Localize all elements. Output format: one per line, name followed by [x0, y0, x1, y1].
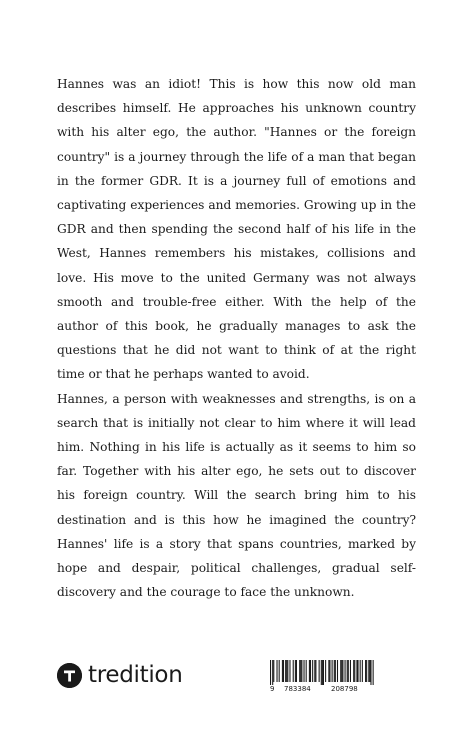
barcode-digits-left: 783384 — [284, 685, 311, 693]
blurb-paragraph-1: Hannes was an idiot! This is how this now old man describes himself. He approaches his unknown country with his alter ego, the author. "Hannes or the foreign country" is a journey through the life of a man that began in the former GDR. It is a journey full of emotions and captivating experiences and memories. Growing up in the GDR and then spending the second half of his life in the West, Hannes remembers his mistakes, collisions and love. His move to the united Germany was not always smooth and trouble-free either. With the help of the author of this book, he gradually manages to ask the questions that he did not want to think of at the right time or that he perhaps wanted to avoid. — [57, 77, 416, 382]
barcode-bar — [341, 660, 342, 682]
barcode-bar — [270, 660, 271, 685]
barcode-bar — [356, 660, 357, 682]
barcode-bar — [369, 660, 370, 682]
barcode-bar — [373, 660, 374, 685]
barcode-bar — [329, 660, 330, 682]
tredition-logo-icon — [57, 663, 82, 688]
barcode-bar — [337, 660, 338, 682]
barcode-bar — [360, 660, 361, 682]
barcode-digit-first: 9 — [270, 685, 275, 693]
barcode-bar — [342, 660, 343, 682]
barcode-bar — [340, 660, 341, 682]
barcode-bar — [335, 660, 336, 682]
back-cover-blurb — [57, 72, 416, 604]
barcode-bar — [325, 660, 326, 682]
barcode-bar — [310, 660, 311, 682]
barcode-bar — [323, 660, 324, 685]
barcode-bar — [306, 660, 307, 682]
barcode-bar — [347, 660, 348, 682]
barcode-bar — [287, 660, 288, 682]
barcode-bar — [300, 660, 301, 682]
barcode-bar — [354, 660, 355, 682]
barcode-bar — [353, 660, 354, 682]
barcode-bar — [345, 660, 346, 682]
barcode-bars — [267, 660, 377, 685]
barcode-bar — [303, 660, 304, 682]
barcode-bar — [370, 660, 371, 685]
barcode-bar — [282, 660, 283, 682]
blurb-paragraph-2: Hannes, a person with weaknesses and strengths, is on a search that is initially not clear to him where it will lead him. Nothing in his life is actually as it seems to him so far. Together with his alter ego, he sets out to discover his foreign country. Will the search bring him to his destination and is this how he imagined the country? Hannes' life is a story that spans countries, marked by hope and despair, political challenges, gradual self-discovery and the courage to face the unknown. — [57, 391, 416, 600]
barcode-bar — [362, 660, 363, 682]
barcode-bar — [357, 660, 358, 682]
barcode-bar — [348, 660, 349, 682]
barcode-bar — [368, 660, 369, 682]
barcode-bar — [366, 660, 367, 682]
isbn-barcode — [267, 660, 377, 694]
barcode-bar — [309, 660, 310, 682]
barcode-digits-right: 208798 — [331, 685, 358, 693]
barcode-bar — [285, 660, 286, 682]
barcode-bar — [299, 660, 300, 682]
barcode-bar — [334, 660, 335, 682]
barcode-bar — [293, 660, 294, 682]
barcode-bar — [350, 660, 351, 682]
barcode-bar — [328, 660, 329, 682]
publisher-logo — [57, 661, 182, 689]
barcode-bar — [273, 660, 274, 682]
barcode-bar — [289, 660, 290, 682]
barcode-bar — [295, 660, 296, 682]
barcode-bar — [332, 660, 333, 682]
barcode-bar — [321, 660, 322, 685]
barcode-bar — [322, 660, 323, 685]
barcode-bar — [283, 660, 284, 682]
barcode-bar — [319, 660, 320, 682]
barcode-bar — [276, 660, 277, 682]
barcode-bar — [296, 660, 297, 682]
barcode-bar — [279, 660, 280, 682]
barcode-bar — [365, 660, 366, 682]
publisher-name: tredition — [88, 662, 183, 688]
barcode-bar — [272, 660, 273, 685]
barcode-bar — [301, 660, 302, 682]
barcode-bar — [312, 660, 313, 682]
barcode-bar — [286, 660, 287, 682]
barcode-bar — [315, 660, 316, 682]
barcode-bar — [314, 660, 315, 682]
